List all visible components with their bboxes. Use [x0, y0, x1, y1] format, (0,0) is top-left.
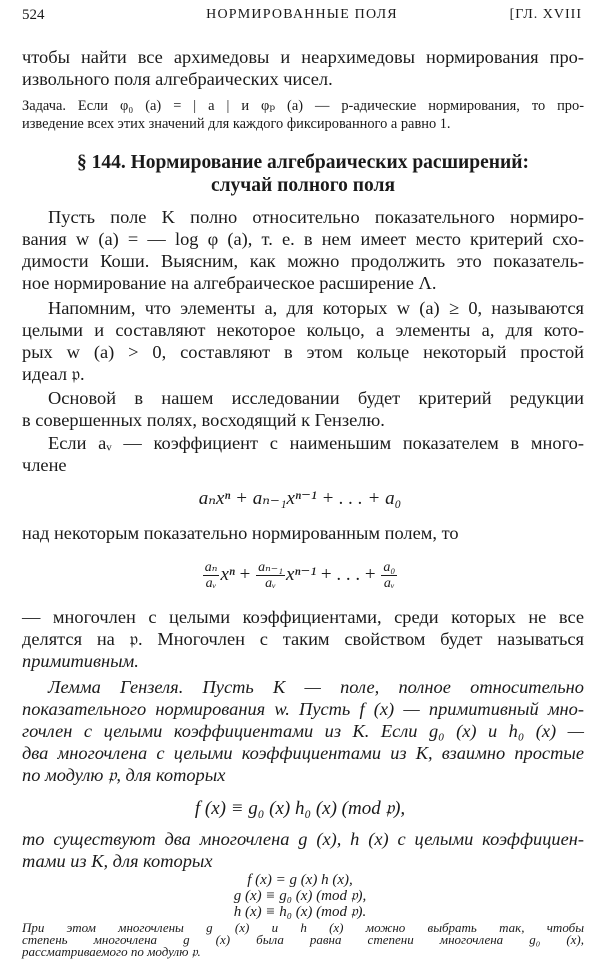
fraction-term-2: $\frac{\text{aₙ₋₁}}{\text{aᵥ}}$ [258, 560, 284, 592]
para5: над некоторым показательно нормированным полем, то [22, 523, 459, 543]
para2-line-1: Напомним, что элементы a, для которых w (a) ≥ 0, называются [48, 298, 584, 318]
para2-line-2: целыми и составляют некоторое кольцо, а элементы a, для кото- [22, 320, 584, 340]
exercise-line-1: Задача. Если φ₀ (a) = | a | и φₚ (a) — p-адические нормирования, то про- [22, 98, 584, 114]
formula-normalized-polynomial: $\frac{\text{aₙ}}{\text{aᵥ}}$ xⁿ + $\frac{\text{aₙ₋₁}}{\text{aᵥ}}$ xⁿ⁻¹ + . . . + $\frac{\text{a₀}}{\text{aᵥ}}$ [204, 560, 396, 592]
para2-line-3: рых w (a) > 0, составляют в этом кольце некоторый простой [22, 342, 584, 362]
lemma2-line-1: то существуют два многочлена g (x), h (x) с целыми коэффициен- [22, 829, 584, 849]
section-title-1: § 144. Нормирование алгебраических расширений: [77, 152, 529, 173]
lemma-line-5: по модулю 𝔭, для которых [22, 765, 226, 785]
lemma3-line-3: рассматриваемого по модулю 𝔭. [22, 944, 201, 959]
para1-line-2: вания w (a) = — log φ (a), т. е. в нем имеет место критерий схо- [22, 229, 584, 249]
intro-line-1: чтобы найти все архимедовы и неархимедовы нормирования про- [22, 47, 584, 67]
para6-line-1: — многочлен с целыми коэффициентами, среди которых не все [22, 607, 584, 627]
intro-line-2: извольного поля алгебраических чисел. [22, 69, 333, 89]
para1-line-3: димости Коши. Выясним, как можно продолжить это показатель- [22, 251, 584, 271]
lemma-line-3: гочлен с целыми коэффициентами из K. Если g₀ (x) и h₀ (x) — [22, 721, 584, 741]
formula-factorization: f (x) = g (x) h (x), [247, 872, 353, 888]
para6-line-2: делятся на 𝔭. Многочлен с таким свойством будет называться [22, 629, 584, 649]
formula-g-congruence: g (x) ≡ g₀ (x) (mod 𝔭), [233, 888, 367, 904]
formula-system [0, 872, 600, 920]
running-header [22, 7, 582, 29]
para4-line-2: члене [22, 455, 67, 475]
page-number: 524 [22, 7, 45, 23]
exercise-line-2: изведение всех этих значений для каждого фиксированного a равно 1. [22, 116, 451, 132]
para4-line-1: Если aᵥ — коэффициент с наименьшим показателем в много- [48, 433, 584, 453]
formula-h-congruence: h (x) ≡ h₀ (x) (mod 𝔭). [233, 904, 367, 920]
chapter-label: [ГЛ. XVIII [509, 7, 582, 22]
formula-congruence: f (x) ≡ g₀ (x) h₀ (x) (mod 𝔭), [194, 798, 406, 819]
lemma3-line-2: степень многочлена g (x) была равна степени многочлена g₀ (x), [22, 932, 584, 947]
para3-line-1: Основой в нашем исследовании будет критерий редукции [48, 388, 584, 408]
para6-line-3: примитивным. [22, 651, 139, 671]
lemma-line-2: показательного нормирования w. Пусть f (x) — примитивный мно- [22, 699, 584, 719]
para1-line-1: Пусть поле K полно относительно показательного нормиро- [48, 207, 584, 227]
fraction-term-1: $\frac{\text{aₙ}}{\text{aᵥ}}$ [204, 560, 218, 592]
para2-line-4: идеал 𝔭. [22, 364, 85, 384]
formula-polynomial: aₙxⁿ + aₙ₋₁xⁿ⁻¹ + . . . + a₀ [198, 488, 402, 509]
lemma2-line-2: тами из K, для которых [22, 851, 213, 871]
para1-line-4: ное нормирование на алгебраическое расширение Λ. [22, 273, 437, 293]
lemma-line-1: Лемма Гензеля. Пусть K — поле, полное относительно [48, 677, 584, 697]
lemma-line-4: два многочлена с целыми коэффициентами из K, взаимно простые [22, 743, 584, 763]
section-title-2: случай полного поля [210, 175, 396, 196]
fraction-term-3: $\frac{\text{a₀}}{\text{aᵥ}}$ [383, 560, 396, 592]
para3-line-2: в совершенных полях, восходящий к Гензелю. [22, 410, 385, 430]
running-title: НОРМИРОВАННЫЕ ПОЛЯ [206, 7, 398, 22]
lemma3-line-1: При этом многочлены g (x) и h (x) можно выбрать так, чтобы [22, 920, 584, 935]
